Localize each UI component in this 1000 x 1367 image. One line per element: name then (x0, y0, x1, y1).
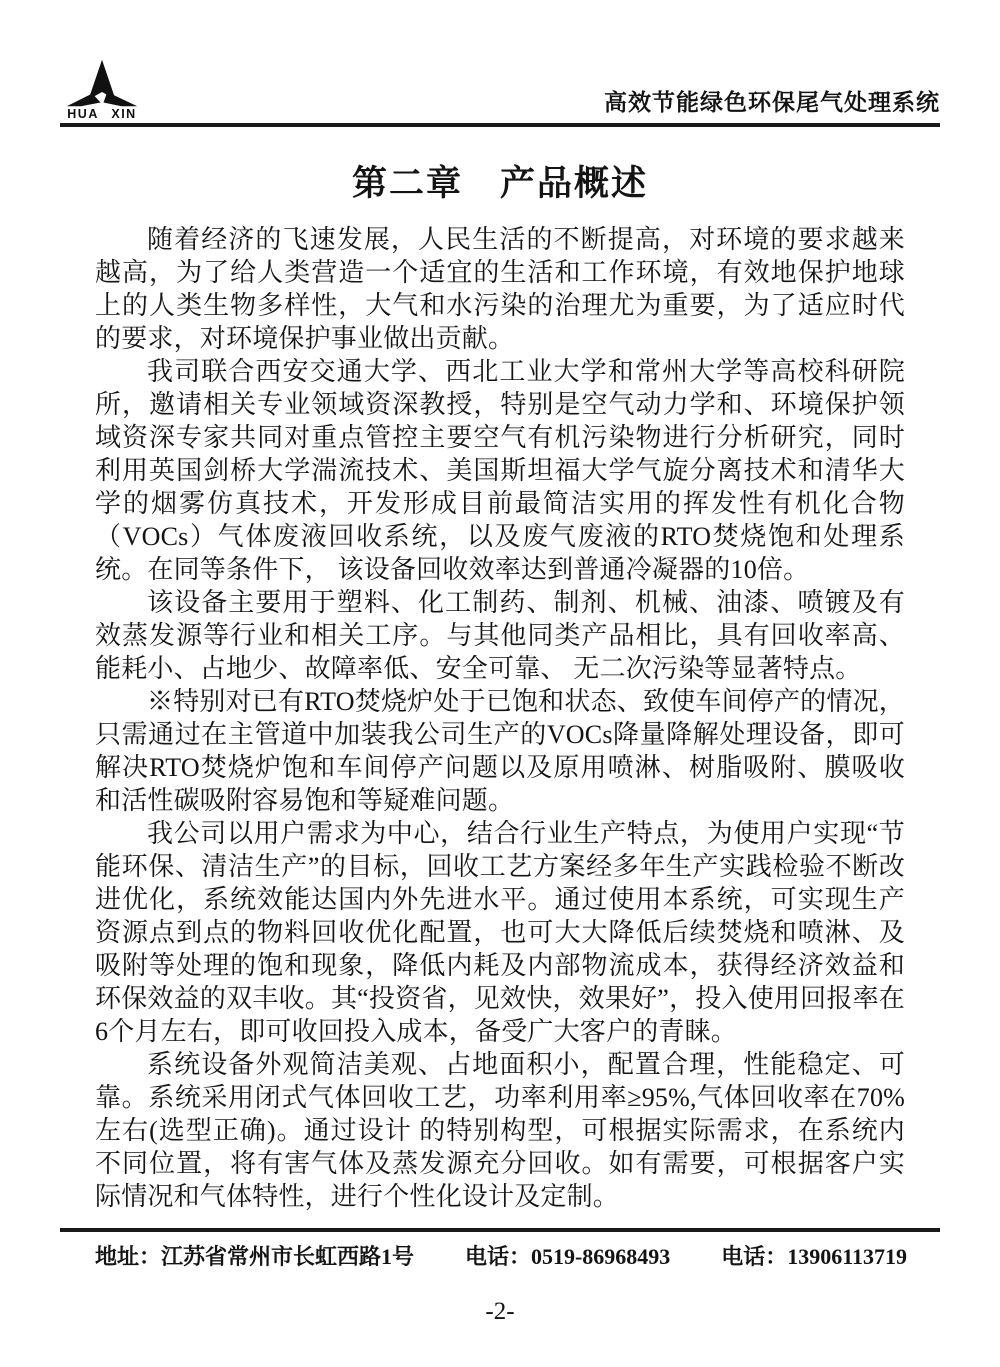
footer-phone (465, 1240, 670, 1271)
header-row (60, 58, 940, 120)
mobile-value: 13906113719 (787, 1244, 907, 1269)
paragraph-3: 该设备主要用于塑料、化工制药、制剂、机械、油漆、喷镀及有效蒸发源等行业和相关工序。与其他同类产品相比，具有回收率高、能耗小、占地少、故障率低、安全可靠、 无二次污染等显著特点。 (95, 588, 905, 683)
footer-mobile (721, 1240, 907, 1271)
page-number: -2- (485, 1298, 515, 1325)
footer-contact-row (60, 1232, 940, 1271)
logo-text: HUA XIN (67, 106, 137, 121)
document-body (95, 156, 905, 1213)
header-slogan: 高效节能绿色环保尾气处理系统 (604, 90, 940, 115)
phone-label: 电话： (464, 1244, 531, 1269)
chapter-title: 第二章 产品概述 (351, 164, 648, 203)
address-label: 地址： (95, 1244, 162, 1269)
footer-address (95, 1240, 414, 1271)
phone-value: 0519-86968493 (530, 1244, 671, 1269)
mobile-label: 电话： (721, 1244, 788, 1269)
mountain-logo-icon (63, 59, 141, 107)
page-footer (60, 1228, 940, 1326)
paragraph-2: 我司联合西安交通大学、西北工业大学和常州大学等高校科研院所，邀请相关专业领域资深教授，特别是空气动力学和、环境保护领域资深专家共同对重点管控主要空气有机污染物进行分析研究，同时利用英国剑桥大学湍流技术、美国斯坦福大学气旋分离技术和清华大学的烟雾仿真技术，开发形成目前最简洁实用的挥发性有机化合物（VOCs）气体废液回收系统，以及废气废液的RTO焚烧饱和处理系统。在同等条件下， 该设备回收效率达到普通冷凝器的10倍。 (95, 357, 905, 584)
company-logo (60, 59, 144, 121)
paragraph-5: 我公司以用户需求为中心，结合行业生产特点，为使用户实现“节能环保、清洁生产”的目标，回收工艺方案经多年生产实践检验不断改进优化，系统效能达国内外先进水平。通过使用本系统，可实现生产资源点到点的物料回收优化配置，也可大大降低后续焚烧和喷淋、及吸附等处理的饱和现象，降低内耗及内部物流成本，获得经济效益和环保效益的双丰收。其“投资省，见效快，效果好”，投入使用回报率在6个月左右，即可收回投入成本，备受广大客户的青睐。 (95, 819, 905, 1046)
paragraph-1: 随着经济的飞速发展，人民生活的不断提高，对环境的要求越来越高，为了给人类营造一个适宜的生活和工作环境，有效地保护地球上的人类生物多样性，大气和水污染的治理尤为重要，为了适应时代的要求，对环境保护事业做出贡献。 (95, 225, 905, 353)
page-header (60, 58, 940, 127)
header-divider (60, 123, 940, 127)
paragraph-4: ※特别对已有RTO焚烧炉处于已饱和状态、致使车间停产的情况，只需通过在主管道中加装我公司生产的VOCs降量降解处理设备，即可解决RTO焚烧炉饱和车间停产问题以及原用喷淋、树脂吸附、膜吸收和活性碳吸附容易饱和等疑难问题。 (95, 687, 905, 815)
paragraph-6: 系统设备外观简洁美观、占地面积小，配置合理，性能稳定、可靠。系统采用闭式气体回收工艺，功率利用率≥95%,气体回收率在70%左右(选型正确)。通过设计 的特别构型，可根据实际需求，在系统内不同位置，将有害气体及蒸发源充分回收。如有需要，可根据客户实际情况和气体特性，进行个性化设计及定制。 (95, 1050, 905, 1211)
address-value: 江苏省常州市长虹西路1号 (161, 1244, 415, 1269)
